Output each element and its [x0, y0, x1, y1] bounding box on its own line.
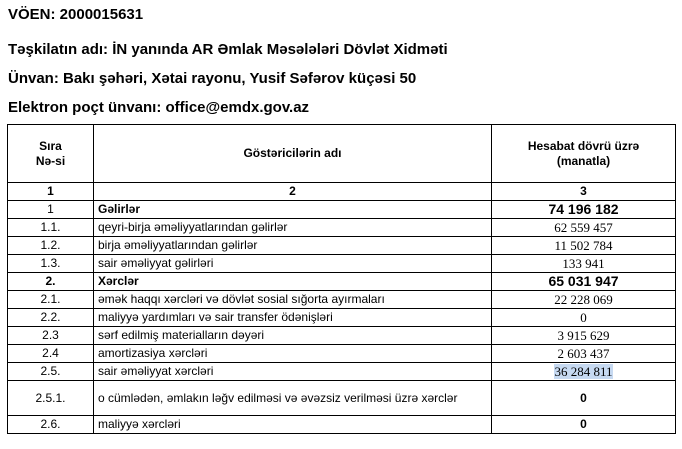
row-name: sərf edilmiş materialların dəyəri	[94, 327, 492, 345]
table-row	[8, 381, 676, 416]
table-row	[8, 363, 676, 381]
row-name: birja əməliyyatlarından gəlirlər	[94, 237, 492, 255]
row-num: 2.4	[8, 345, 94, 363]
row-value: 62 559 457	[492, 219, 676, 237]
row-name: o cümlədən, əmlakın ləğv edilməsi və əvəzsiz verilməsi üzrə xərclər	[94, 381, 492, 416]
row-name: əmək haqqı xərcləri və dövlət sosial sığorta ayırmaları	[94, 291, 492, 309]
row-value: 22 228 069	[492, 291, 676, 309]
row-value: 11 502 784	[492, 237, 676, 255]
row-num: 2.3	[8, 327, 94, 345]
row-name: maliyyə xərcləri	[94, 416, 492, 434]
column-number-row	[8, 183, 676, 201]
row-name: amortizasiya xərcləri	[94, 345, 492, 363]
table-row	[8, 416, 676, 434]
row-num: 1.1.	[8, 219, 94, 237]
row-value-cell	[492, 363, 676, 381]
row-name: qeyri-birja əməliyyatlarından gəlirlər	[94, 219, 492, 237]
table-row	[8, 327, 676, 345]
row-num: 2.5.	[8, 363, 94, 381]
row-value: 0	[492, 309, 676, 327]
row-num: 2.6.	[8, 416, 94, 434]
row-num: 2.1.	[8, 291, 94, 309]
table-row	[8, 255, 676, 273]
row-num: 1.2.	[8, 237, 94, 255]
row-value: 74 196 182	[492, 201, 676, 219]
table-row	[8, 345, 676, 363]
row-num: 1	[8, 201, 94, 219]
row-name: sair əməliyyat xərcləri	[94, 363, 492, 381]
row-name: Gəlirlər	[94, 201, 492, 219]
col-number-3: 3	[492, 183, 676, 201]
col-header-value: Hesabat dövrü üzrə (manatla)	[492, 125, 676, 183]
financial-report-table	[7, 124, 676, 434]
table-row	[8, 309, 676, 327]
table-row	[8, 219, 676, 237]
voen-line: VÖEN: 2000015631	[8, 6, 144, 23]
col-number-1: 1	[8, 183, 94, 201]
row-value: 133 941	[492, 255, 676, 273]
row-name: Xərclər	[94, 273, 492, 291]
row-value: 2 603 437	[492, 345, 676, 363]
row-num: 2.2.	[8, 309, 94, 327]
table-row-expenses	[8, 273, 676, 291]
row-value: 65 031 947	[492, 273, 676, 291]
table-row	[8, 237, 676, 255]
table-header-row	[8, 125, 676, 183]
row-value: 3 915 629	[492, 327, 676, 345]
row-name: maliyyə yardımları və sair transfer ödənişləri	[94, 309, 492, 327]
row-name: sair əməliyyat gəlirləri	[94, 255, 492, 273]
address-line: Ünvan: Bakı şəhəri, Xətai rayonu, Yusif Səfərov küçəsi 50	[8, 70, 417, 87]
row-num: 2.	[8, 273, 94, 291]
row-num: 2.5.1.	[8, 381, 94, 416]
col-header-seq: Sıra Nə-si	[8, 125, 94, 183]
email-line: Elektron poçt ünvanı: office@emdx.gov.az	[8, 99, 310, 116]
table-row-income	[8, 201, 676, 219]
table-row	[8, 291, 676, 309]
col-number-2: 2	[94, 183, 492, 201]
row-value: 0	[492, 381, 676, 416]
selected-value[interactable]: 36 284 811	[554, 364, 613, 379]
organization-name: Təşkilatın adı: İN yanında AR Əmlak Məsələləri Dövlət Xidməti	[8, 41, 448, 58]
row-value: 0	[492, 416, 676, 434]
col-header-name: Göstəricilərin adı	[94, 125, 492, 183]
row-num: 1.3.	[8, 255, 94, 273]
